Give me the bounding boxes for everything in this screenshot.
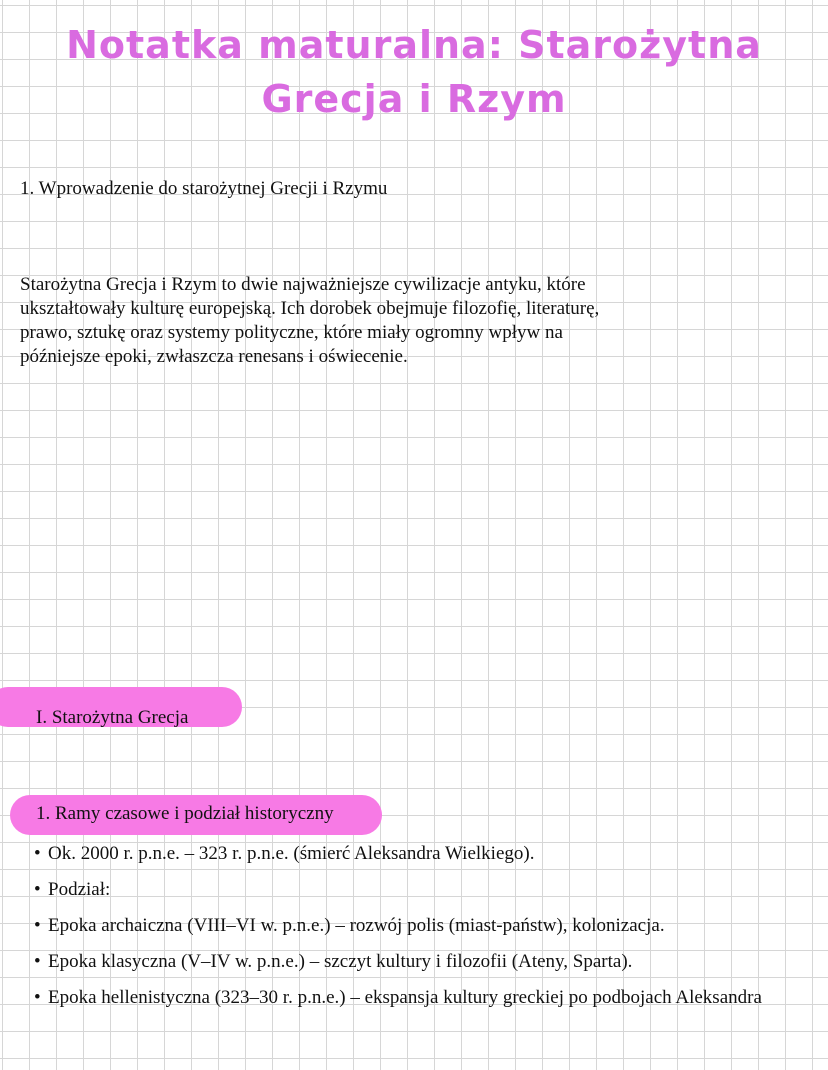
intro-paragraph (20, 273, 700, 369)
list-item (34, 980, 828, 1016)
bullet-icon: • (34, 843, 41, 864)
list-item (34, 872, 828, 908)
bullet-icon: • (34, 879, 41, 900)
list-item (34, 908, 828, 944)
intro-line-3: prawo, sztukę oraz systemy polityczne, które miały ogromny wpływ na (20, 322, 563, 343)
title-line-1: Notatka maturalna: Starożytna (66, 23, 762, 67)
list-item-text: Epoka archaiczna (VIII–VI w. p.n.e.) – rozwój polis (miast-państw), kolonizacja. (48, 915, 665, 936)
intro-line-4: późniejsze epoki, zwłaszcza renesans i oświecenie. (20, 346, 408, 367)
part-heading: I. Starożytna Grecja (36, 707, 189, 728)
page-title (0, 18, 828, 126)
list-item-text: Podział: (48, 879, 111, 900)
title-line-2: Grecja i Rzym (261, 77, 567, 121)
list-item-text: Ok. 2000 r. p.n.e. – 323 r. p.n.e. (śmierć Aleksandra Wielkiego). (48, 843, 535, 864)
list-item (34, 944, 828, 980)
intro-line-1: Starożytna Grecja i Rzym to dwie najważniejsze cywilizacje antyku, które (20, 274, 586, 295)
list-item (34, 836, 828, 872)
timeline-bullet-list (34, 836, 828, 1016)
bullet-icon: • (34, 915, 41, 936)
intro-line-2: ukształtowały kulturę europejską. Ich dorobek obejmuje filozofię, literaturę, (20, 298, 600, 319)
subsection-heading: 1. Ramy czasowe i podział historyczny (36, 803, 334, 824)
list-item-text: Epoka klasyczna (V–IV w. p.n.e.) – szczyt kultury i filozofii (Ateny, Sparta). (48, 951, 633, 972)
bullet-icon: • (34, 987, 41, 1008)
bullet-icon: • (34, 951, 41, 972)
intro-heading: 1. Wprowadzenie do starożytnej Grecji i Rzymu (20, 178, 388, 199)
list-item-text: Epoka hellenistyczna (323–30 r. p.n.e.) – ekspansja kultury greckiej po podbojach Aleksandra (48, 987, 762, 1008)
